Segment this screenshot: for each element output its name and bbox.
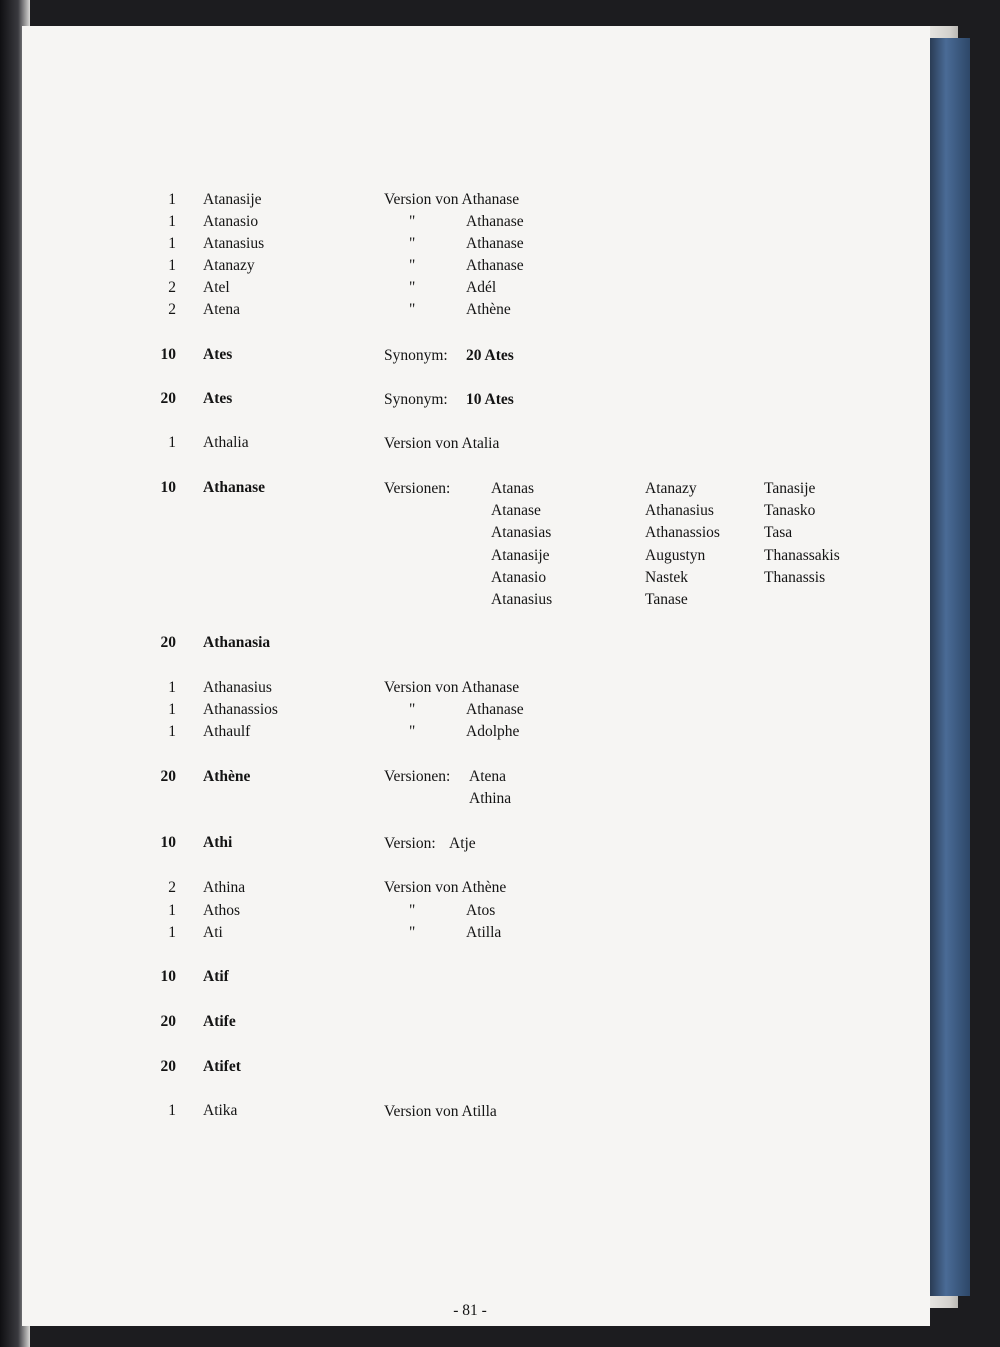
entry-number: 20: [160, 768, 176, 785]
version-name: Atanasio: [491, 568, 547, 586]
entry-name: Athalia: [203, 434, 249, 451]
ditto-mark: ": [409, 701, 416, 718]
version-name: Augustyn: [645, 546, 706, 564]
version-name: Tanasko: [764, 502, 816, 520]
entry-reference: Athanase: [466, 235, 524, 252]
entry-reference: 10 Ates: [466, 391, 514, 408]
entry-number: 1: [168, 701, 176, 718]
entry-number: 1: [168, 191, 176, 208]
entry-number: 1: [168, 679, 176, 696]
entry-number: 1: [168, 924, 176, 941]
version-name: Atanazy: [645, 480, 697, 497]
entry-number: 10: [160, 968, 176, 985]
entry-name: Athaulf: [203, 723, 251, 740]
version-name: Tanase: [645, 591, 688, 608]
entry-number: 2: [168, 279, 176, 296]
entry-name: Atena: [203, 301, 241, 318]
entry-name: Atanasius: [203, 235, 265, 252]
ditto-mark: ": [409, 723, 416, 740]
entry-version: Version von Atilla: [384, 1103, 497, 1120]
entry-name: Ati: [203, 924, 223, 941]
page-number: - 81 -: [453, 1302, 487, 1319]
entry-number: 1: [168, 257, 176, 274]
version-name: Tanasije: [764, 480, 816, 497]
version-name: Atanasije: [491, 546, 550, 564]
ditto-mark: ": [409, 301, 416, 318]
entry-name: Atanazy: [203, 257, 255, 274]
entry-label: Versionen:: [384, 480, 451, 497]
entry-reference: 20 Ates: [466, 347, 514, 364]
entry-version: Version von Athanase: [384, 191, 520, 208]
version-name: Thanassakis: [764, 546, 840, 564]
entry-label: Version:: [384, 835, 436, 852]
entry-reference: Athina: [469, 790, 512, 807]
entry-name: Athina: [203, 879, 246, 896]
entry-name: Athanasius: [203, 679, 272, 696]
entry-reference: Athène: [466, 301, 511, 318]
entry-name: Atife: [203, 1013, 236, 1030]
version-name: Thanassis: [764, 568, 826, 586]
entry-number: 20: [160, 634, 176, 651]
entry-name: Athanassios: [203, 701, 278, 718]
version-name: Athanassios: [645, 524, 720, 542]
entry-name: Atifet: [203, 1058, 241, 1075]
entry-number: 1: [168, 901, 176, 919]
entry-name: Ates: [203, 390, 233, 407]
ditto-mark: ": [409, 901, 416, 919]
entry-number: 1: [168, 434, 176, 451]
entry-number: 20: [160, 390, 176, 407]
version-name: Atanas: [491, 480, 535, 497]
entry-name: Athanase: [203, 479, 266, 496]
entry-number: 10: [160, 834, 176, 851]
entry-number: 10: [160, 346, 176, 363]
entry-name: Atanasije: [203, 191, 262, 208]
entry-number: 10: [160, 479, 176, 496]
entry-reference: Atos: [466, 901, 496, 919]
entry-label: Synonym:: [384, 391, 448, 408]
entry-name: Atanasio: [203, 213, 259, 230]
book-cover-edge: [930, 38, 970, 1296]
entry-number: 2: [168, 879, 176, 896]
entry-reference: Athanase: [466, 257, 524, 274]
entry-version: Version von Athène: [384, 879, 507, 896]
entry-reference: Adolphe: [466, 723, 520, 740]
entry-number: 20: [160, 1058, 176, 1075]
entry-label: Versionen:: [384, 768, 451, 785]
entry-name: Atif: [203, 968, 229, 985]
ditto-mark: ": [409, 213, 416, 230]
entry-reference: Atje: [449, 835, 476, 852]
entry-reference: Athanase: [466, 701, 524, 718]
entry-reference: Atilla: [466, 924, 502, 941]
version-name: Atanase: [491, 502, 541, 520]
entry-reference: Athanase: [466, 213, 524, 230]
entry-number: 1: [168, 1102, 176, 1119]
entry-number: 2: [168, 301, 176, 318]
entry-version: Version von Atalia: [384, 435, 500, 452]
entry-number: 1: [168, 723, 176, 740]
entry-number: 20: [160, 1013, 176, 1030]
entry-version: Version von Athanase: [384, 679, 520, 696]
entry-reference: Atena: [469, 768, 507, 785]
ditto-mark: ": [409, 279, 416, 296]
ditto-mark: ": [409, 924, 416, 941]
entry-name: Atika: [203, 1102, 238, 1119]
entry-name: Atel: [203, 279, 230, 296]
ditto-mark: ": [409, 257, 416, 274]
entry-number: 1: [168, 235, 176, 252]
entry-number: 1: [168, 213, 176, 230]
version-name: Atanasius: [491, 591, 553, 608]
version-name: Atanasias: [491, 524, 552, 542]
entry-name: Athos: [203, 901, 241, 919]
ditto-mark: ": [409, 235, 416, 252]
entry-name: Athi: [203, 834, 233, 851]
version-name: Nastek: [645, 568, 689, 586]
entry-label: Synonym:: [384, 347, 448, 364]
entry-reference: Adél: [466, 279, 497, 296]
entry-name: Athanasia: [203, 634, 271, 651]
version-name: Athanasius: [645, 502, 714, 520]
version-name: Tasa: [764, 524, 793, 542]
entry-name: Ates: [203, 346, 233, 363]
entry-name: Athène: [203, 768, 251, 785]
